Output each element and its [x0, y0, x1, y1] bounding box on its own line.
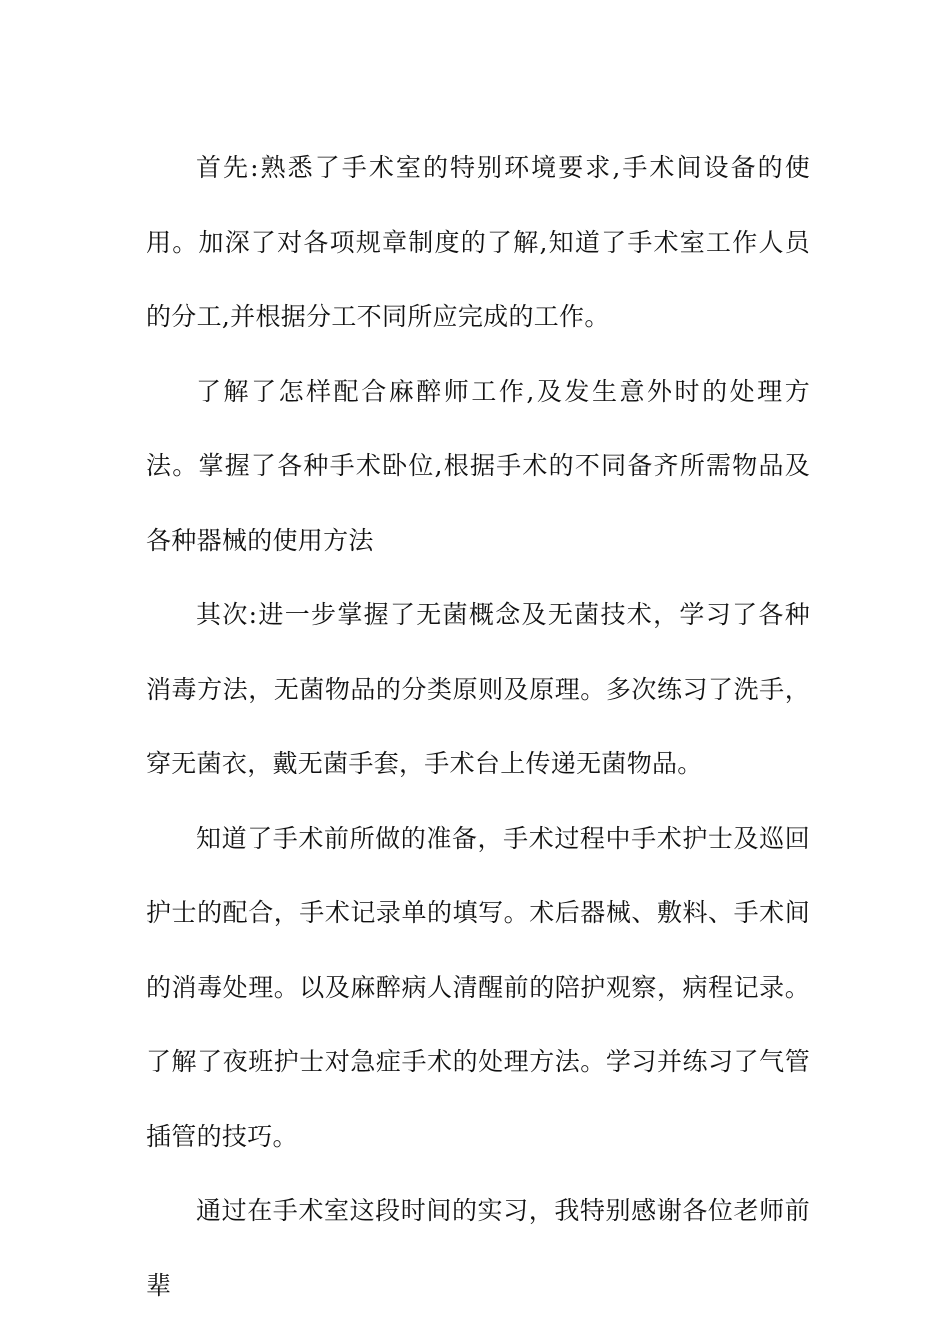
paragraph-2: 了解了怎样配合麻醉师工作,及发生意外时的处理方法。掌握了各种手术卧位,根据手术的不同备齐所需物品及各种器械的使用方法 [146, 376, 810, 555]
document-body [146, 131, 810, 1323]
paragraph-4: 知道了手术前所做的准备，手术过程中手术护士及巡回护士的配合，手术记录单的填写。术后器械、敷料、手术间的消毒处理。以及麻醉病人清醒前的陪护观察，病程记录。了解了夜班护士对急症手术的处理方法。学习并练习了气管插管的技巧。 [146, 823, 810, 1151]
paragraph-5: 通过在手术室这段时间的实习，我特别感谢各位老师前辈 [146, 1196, 810, 1300]
paragraph-3: 其次:进一步掌握了无菌概念及无菌技术，学习了各种消毒方法，无菌物品的分类原则及原理。多次练习了洗手，穿无菌衣，戴无菌手套，手术台上传递无菌物品。 [146, 600, 810, 778]
paragraph-1: 首先:熟悉了手术室的特别环境要求,手术间设备的使用。加深了对各项规章制度的了解,知道了手术室工作人员的分工,并根据分工不同所应完成的工作。 [146, 153, 810, 331]
